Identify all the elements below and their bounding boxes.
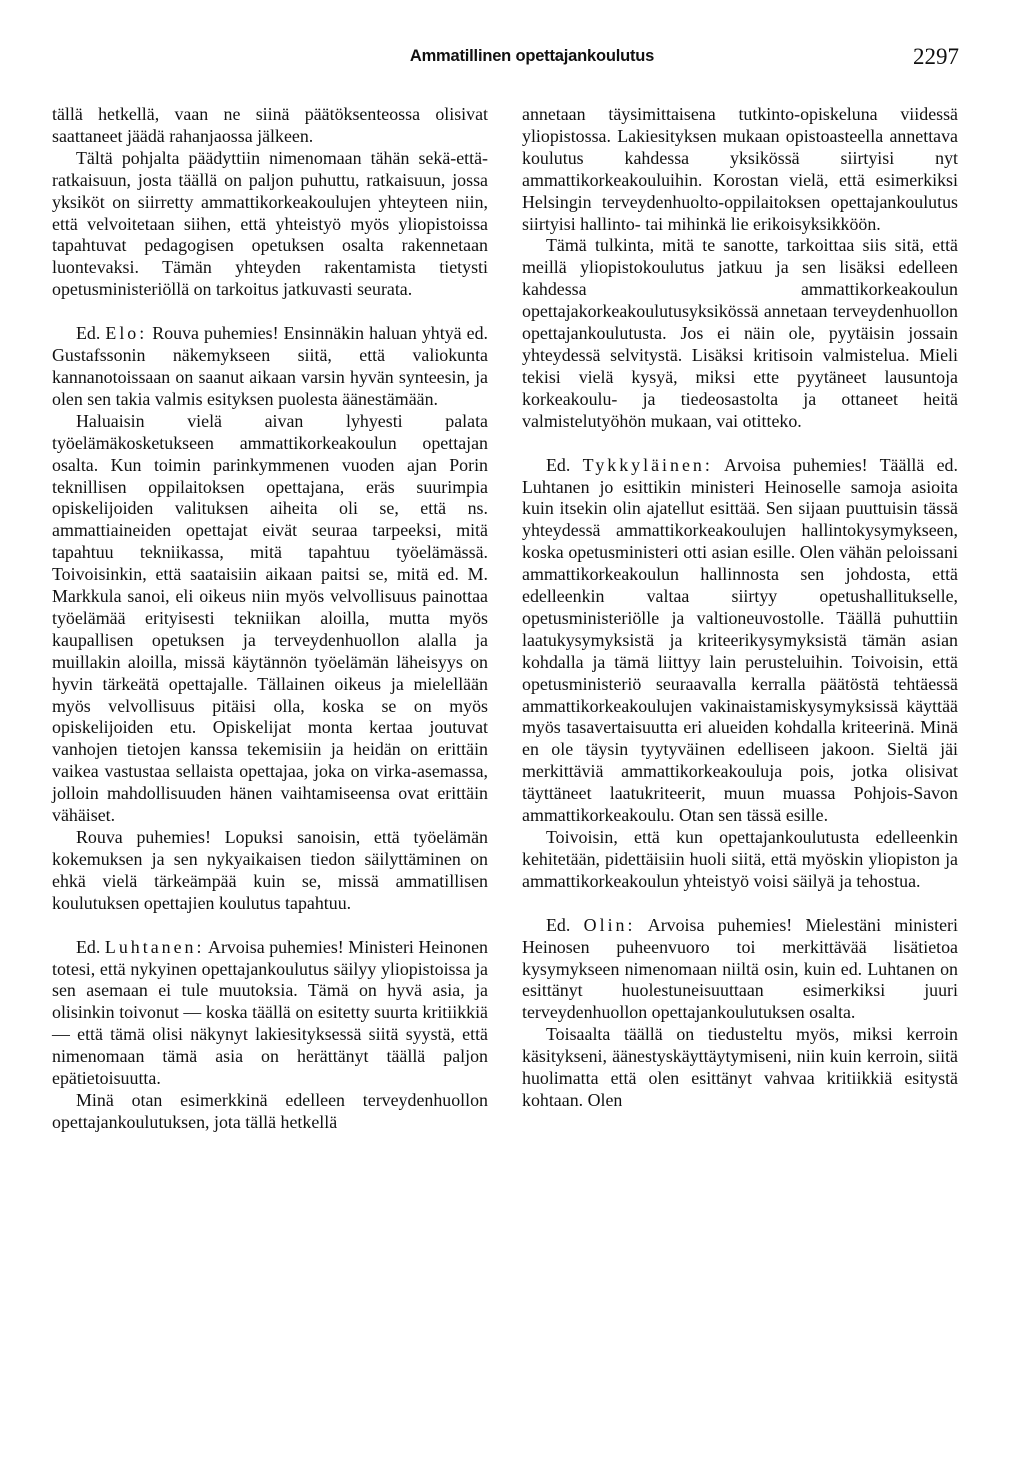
paragraph: Tältä pohjalta päädyttiin nimenomaan tähän sekä-että-ratkaisuun, josta täällä on paljon puhuttu, ratkaisuun, jossa yksiköt on siirretty ammattikorkeakoulujen yhteyteen niin, että velvoitetaan siihen, että yhteistyö myös yliopistoissa tapahtuvat pedagogisen opetuksen osalta rakennetaan luontevaksi. Tämän yhteyden rakentamista tietysti opetusministeriöllä on tarkoitus jatkuvasti seurata.: [52, 147, 488, 300]
paragraph: Minä otan esimerkkinä edelleen terveydenhuollon opettajankoulutuksen, jota tällä hetkellä: [52, 1089, 488, 1132]
page-number: 2297: [913, 44, 959, 69]
speaker-name: Olin:: [583, 914, 636, 935]
page-header: [0, 44, 1024, 77]
paragraph: annetaan täysimittaisena tutkinto-opiskeluna viidessä yliopistossa. Lakiesityksen mukaan opistoasteella annettava koulutus kahdessa yksikössä siirtyisi nyt ammattikorkeakouluihin. Korostan vielä, että esimerkiksi Helsingin terveydenhuolto-oppilaitoksen opettajankoulutus siirtyisi hallinto- tai mihinkä lie erikoisyksikköön.: [522, 104, 958, 234]
paragraph: Toivoisin, että kun opettajankoulutusta edelleenkin kehitetään, pidettäisiin huoli siitä, että myöskin yliopiston ja ammattikorkeakoulun yhteistyö voisi säilyä ja tehostua.: [522, 827, 958, 891]
paragraph: Tämä tulkinta, mitä te sanotte, tarkoittaa siis sitä, että meillä yliopistokoulutus jatkuu ja sen lisäksi edelleen kahdessa ammattikorkeakoulun opettajakorkeakoulutusyksikössä annetaan terveydenhuollon opettajankoulutusta. Jos ei näin ole, pyytäisin jossain yhteydessä selvitystä. Lisäksi kritisoin valmistelua. Mieli tekisi vielä kysyä, miksi ette pyytäneet lausuntoja korkeakoulu- ja tiedeosastolta ja ottaneet heitä valmistelutyöhön mukaan, vai otitteko.: [522, 235, 958, 431]
speech-prefix: Ed.: [546, 454, 571, 475]
paragraph: Toisaalta täällä on tiedusteltu myös, miksi kerroin käsitykseni, äänestyskäyttäytymiseni, niin kuin kerroin, siitä huolimatta että olen esittänyt vahvaa kritiikkiä esitystä kohtaan. Olen: [522, 1024, 958, 1110]
speech-paragraph: [52, 937, 488, 1090]
speech-paragraph: [52, 323, 488, 411]
speech-paragraph: [522, 455, 958, 827]
speech-text: Rouva puhemies! Ensinnäkin haluan yhtyä ed. Gustafssonin näkemykseen siitä, että valiokunta kannanotoissaan on saanut aikaan varsin hyvän synteesin, ja olen sen takia valmis esityksen puolesta äänestämään.: [52, 323, 488, 409]
speaker-name: Luhtanen:: [104, 936, 205, 957]
speaker-name: Elo:: [105, 323, 148, 344]
paragraph: Rouva puhemies! Lopuksi sanoisin, että työelämän kokemuksen ja sen nykyaikaisen tiedon säilyttäminen on ehkä vielä tärkeämpää kuin se, missä ammatillisen koulutuksen opettajien koulutus tapahtuu.: [52, 827, 488, 913]
speech-prefix: Ed.: [76, 323, 101, 344]
right-column: [522, 104, 958, 1112]
speech-prefix: Ed.: [76, 936, 101, 957]
left-column: [52, 104, 488, 1134]
speech-text: Arvoisa puhemies! Mielestäni ministeri Heinosen puheenvuoro toi merkittävää lisätietoa kysymykseen nimenomaan niiltä osin, kuin ed. Luhtanen on esittänyt huolestuneisuuttaan esimerkiksi juuri terveydenhuollon opettajankoulutuksen osalta.: [522, 914, 958, 1023]
paragraph: tällä hetkellä, vaan ne siinä päätöksenteossa olisivat saattaneet jäädä rahanjaossa jälkeen.: [52, 104, 488, 146]
speech-text: Arvoisa puhemies! Täällä ed. Luhtanen jo esittikin ministeri Heinoselle samoja asioita kuin itsekin olin ajatellut esittää. Sen sijaan puuttuisin tässä yhteydessä ammattikorkeakoulujen hallintokysymykseen, koska opetusministeri otti asian esille. Olen vähän peloissani ammattikorkeakoulun hallinnosta sen johdosta, että edelleenkin valtaa siirtyy opetushallitukselle, opetusministeriölle ja valtioneuvostolle. Täällä puhuttiin laatukysymyksistä ja kriteerikysymyksistä tämän asian kohdalla ja tämä liittyy lain perusteluihin. Toivoisin, että opetusministeriö seuraavalla kerralla päätöstä tehtäessä ammattikorkeakoulujen vakinaistamiskysymyksissä käyttää myös tasavertaisuutta eri alueiden kohdalla kriteerinä. Minä en ole täysin tyytyväinen edelliseen jakoon. Sieltä jäi merkittäviä ammattikorkeakouluja pois, jotka olisivat täyttäneet laatukriteerit, muun muassa Pohjois-Savon ammattikorkeakoulu. Otan sen tässä esille.: [522, 454, 958, 826]
speech-text: Arvoisa puhemies! Ministeri Heinonen totesi, että nykyinen opettajankoulutus säilyy yliopistoissa ja sen asemaan ei tule muutoksia. Tämä on hyvä asia, ja olisinkin toivonut — koska täällä on esitetty suurta kritiikkiä — että tämä olisi näkynyt lakiesityksessä siitä syystä, että nimenomaan tämä asia on herättänyt täällä paljon epätietoisuutta.: [52, 936, 488, 1089]
speech-paragraph: [522, 915, 958, 1025]
speech-prefix: Ed.: [546, 914, 571, 935]
paragraph: Haluaisin vielä aivan lyhyesti palata työelämäkosketukseen ammattikorkeakoulun opettajan osalta. Kun toimin parinkymmenen vuoden ajan Porin teknillisen oppilaitoksen opettajana, eräs suurimpia opiskelijoiden valituksen aiheita oli se, että ns. ammattiaineiden opettajat eivät seuraa tarpeeksi, mitä tapahtuu tekniikassa, mitä tapahtuu työelämässä. Toivoisinkin, että saataisiin aikaan paitsi se, mitä ed. M. Markkula sanoi, eli oikeus niin myös velvollisuus painottaa työelämää erityisesti tekniikan aloilla, mutta myös kaupallisen opetuksen ja terveydenhuollon alalla ja muillakin aloilla, missä käytännön työelämän läheisyys on hyvin tärkeätä opettajalle. Tällainen oikeus ja mielellään myös velvollisuus pitäisi olla, koska se on myös opiskelijoiden etu. Opiskelijat monta kertaa joutuvat vanhojen tietojen kanssa tekemisiin ja heidän on erittäin vaikea vastustaa sellaista opettajaa, joka on virka-asemassa, jolloin mahdollisuuden hänen vaihtamiseensa ovat erittäin vähäiset.: [52, 410, 488, 826]
running-title: Ammatillinen opettajankoulutus: [409, 47, 655, 65]
speaker-name: Tykkyläinen:: [582, 454, 713, 475]
